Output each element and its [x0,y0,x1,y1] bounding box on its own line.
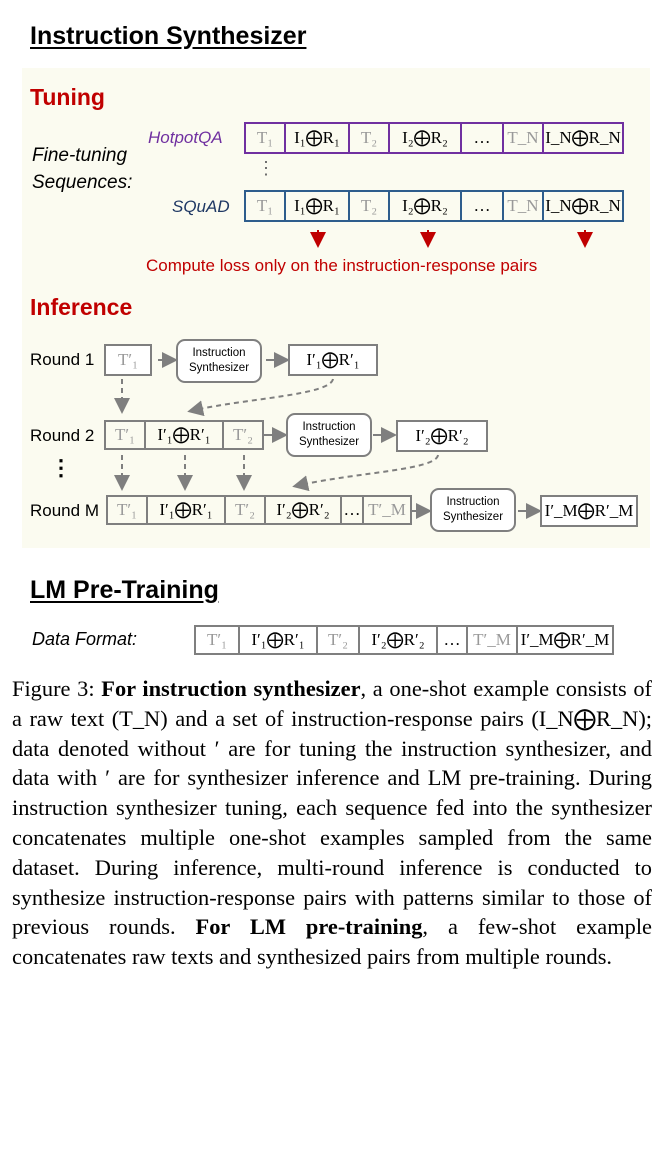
round-1-output: I′₁⨁R′₁ [288,344,378,376]
pretraining-title: LM Pre-Training [30,576,219,604]
r2-output-to-rm [300,455,438,485]
rm-cell-pair1: I′₁⨁R′₁ [148,497,226,523]
r2-cell-t2: T′₂ [232,425,254,444]
synth-line2: Synthesizer [442,511,504,523]
synth-line2: Synthesizer [188,362,250,374]
figure-caption [12,674,652,972]
round-2-output: I′₂⨁R′₂ [396,420,488,452]
seq-cell-t2: T₂ [350,124,390,152]
r2-cell-t1: T′₁ [106,422,146,448]
pt-cell-tm: T′_M [468,627,518,653]
synth-line1: Instruction [446,496,500,508]
round-m-label: Round M [30,501,99,520]
rounds-vdots: ⋮ [50,455,72,480]
caption-prefix: Figure 3: [12,676,102,701]
round-m-output: I′_M⨁R′_M [540,495,638,527]
caption-text-1: , a one-shot example consists of a raw text (T_N) and a set of instruction-response pairs (I_N⨁R_N); data denoted without ′ are for tuning the instruction synthesizer, and data with ′ are for synthesizer inference and LM pre-training. During instruction synthesizer tuning, each sequence fed into the synthesizer concatenates multiple one-shot examples sampled from the same dataset. During inference, multi-round inference is conducted to synthesize instruction-response pairs with patterns similar to those of previous rounds. [12,676,653,940]
seq-cell-tn: T_N [504,124,544,152]
data-format-label: Data Format: [32,629,138,649]
seq-cell-ellipsis: … [462,192,504,220]
seq-cell-tn: T_N [504,192,544,220]
seq-cell-pair1: I₁⨁R₁ [286,192,350,220]
seq-cell-pair2: I₂⨁R₂ [390,124,462,152]
seq-cell-pair2: I₂⨁R₂ [390,192,462,220]
figure-title: Instruction Synthesizer [30,22,307,50]
round-m-synthesizer [430,488,516,532]
round-1-synthesizer [176,339,262,383]
loss-note: Compute loss only on the instruction-response pairs [146,256,538,275]
seq-cell-pairn: I_N⨁R_N [545,128,621,147]
seq-cell-pair1: I₁⨁R₁ [286,124,350,152]
tuning-heading: Tuning [30,84,105,110]
round-2-label: Round 2 [30,426,95,445]
pt-cell-pair1: I′₁⨁R′₁ [240,627,318,653]
pretraining-sequence [194,625,614,655]
round-2-synthesizer [286,413,372,457]
sequences-label: Sequences: [32,172,133,193]
pt-cell-ellipsis: … [438,627,468,653]
seq-cell-t1: T₁ [246,192,286,220]
pt-cell-t2: T′₂ [318,627,360,653]
squad-label: SQuAD [172,197,230,216]
datasets-vdots: ⋮ [257,158,275,178]
synth-line1: Instruction [192,347,246,359]
rm-cell-ellipsis: … [342,497,364,523]
round-1-label: Round 1 [30,350,95,369]
pt-cell-pairm: I′_M⨁R′_M [520,630,610,649]
synth-line2: Synthesizer [298,436,360,448]
seq-cell-pairn: I_N⨁R_N [545,196,621,215]
seq-cell-ellipsis: … [462,124,504,152]
pt-cell-pair2: I′₂⨁R′₂ [360,627,438,653]
r2-cell-pair1: I′₁⨁R′₁ [146,422,224,448]
caption-bold-1: For instruction synthesizer [101,676,361,701]
round-m-input-sequence [106,495,412,525]
pt-cell-t1: T′₁ [196,627,240,653]
round-2-input-sequence [104,420,264,450]
hotpotqa-label: HotpotQA [148,128,223,147]
seq-cell-t2: T₂ [350,192,390,220]
rm-cell-t2: T′₂ [226,497,266,523]
round-1-input-t1: T′₁ [104,344,152,376]
seq-cell-t1: T₁ [246,124,286,152]
synth-line1: Instruction [302,421,356,433]
r1-output-to-r2 [195,379,333,410]
rm-cell-t1: T′₁ [108,497,148,523]
inference-heading: Inference [30,294,133,320]
caption-text-2: , a few-shot example concatenates raw texts and synthesized pairs from multiple rounds. [12,914,652,970]
fine-tuning-label: Fine-tuning [32,145,128,166]
caption-bold-2: For LM pre-training [195,914,423,940]
rm-cell-pair2: I′₂⨁R′₂ [266,497,342,523]
rm-cell-tm: T′_M [368,500,406,519]
